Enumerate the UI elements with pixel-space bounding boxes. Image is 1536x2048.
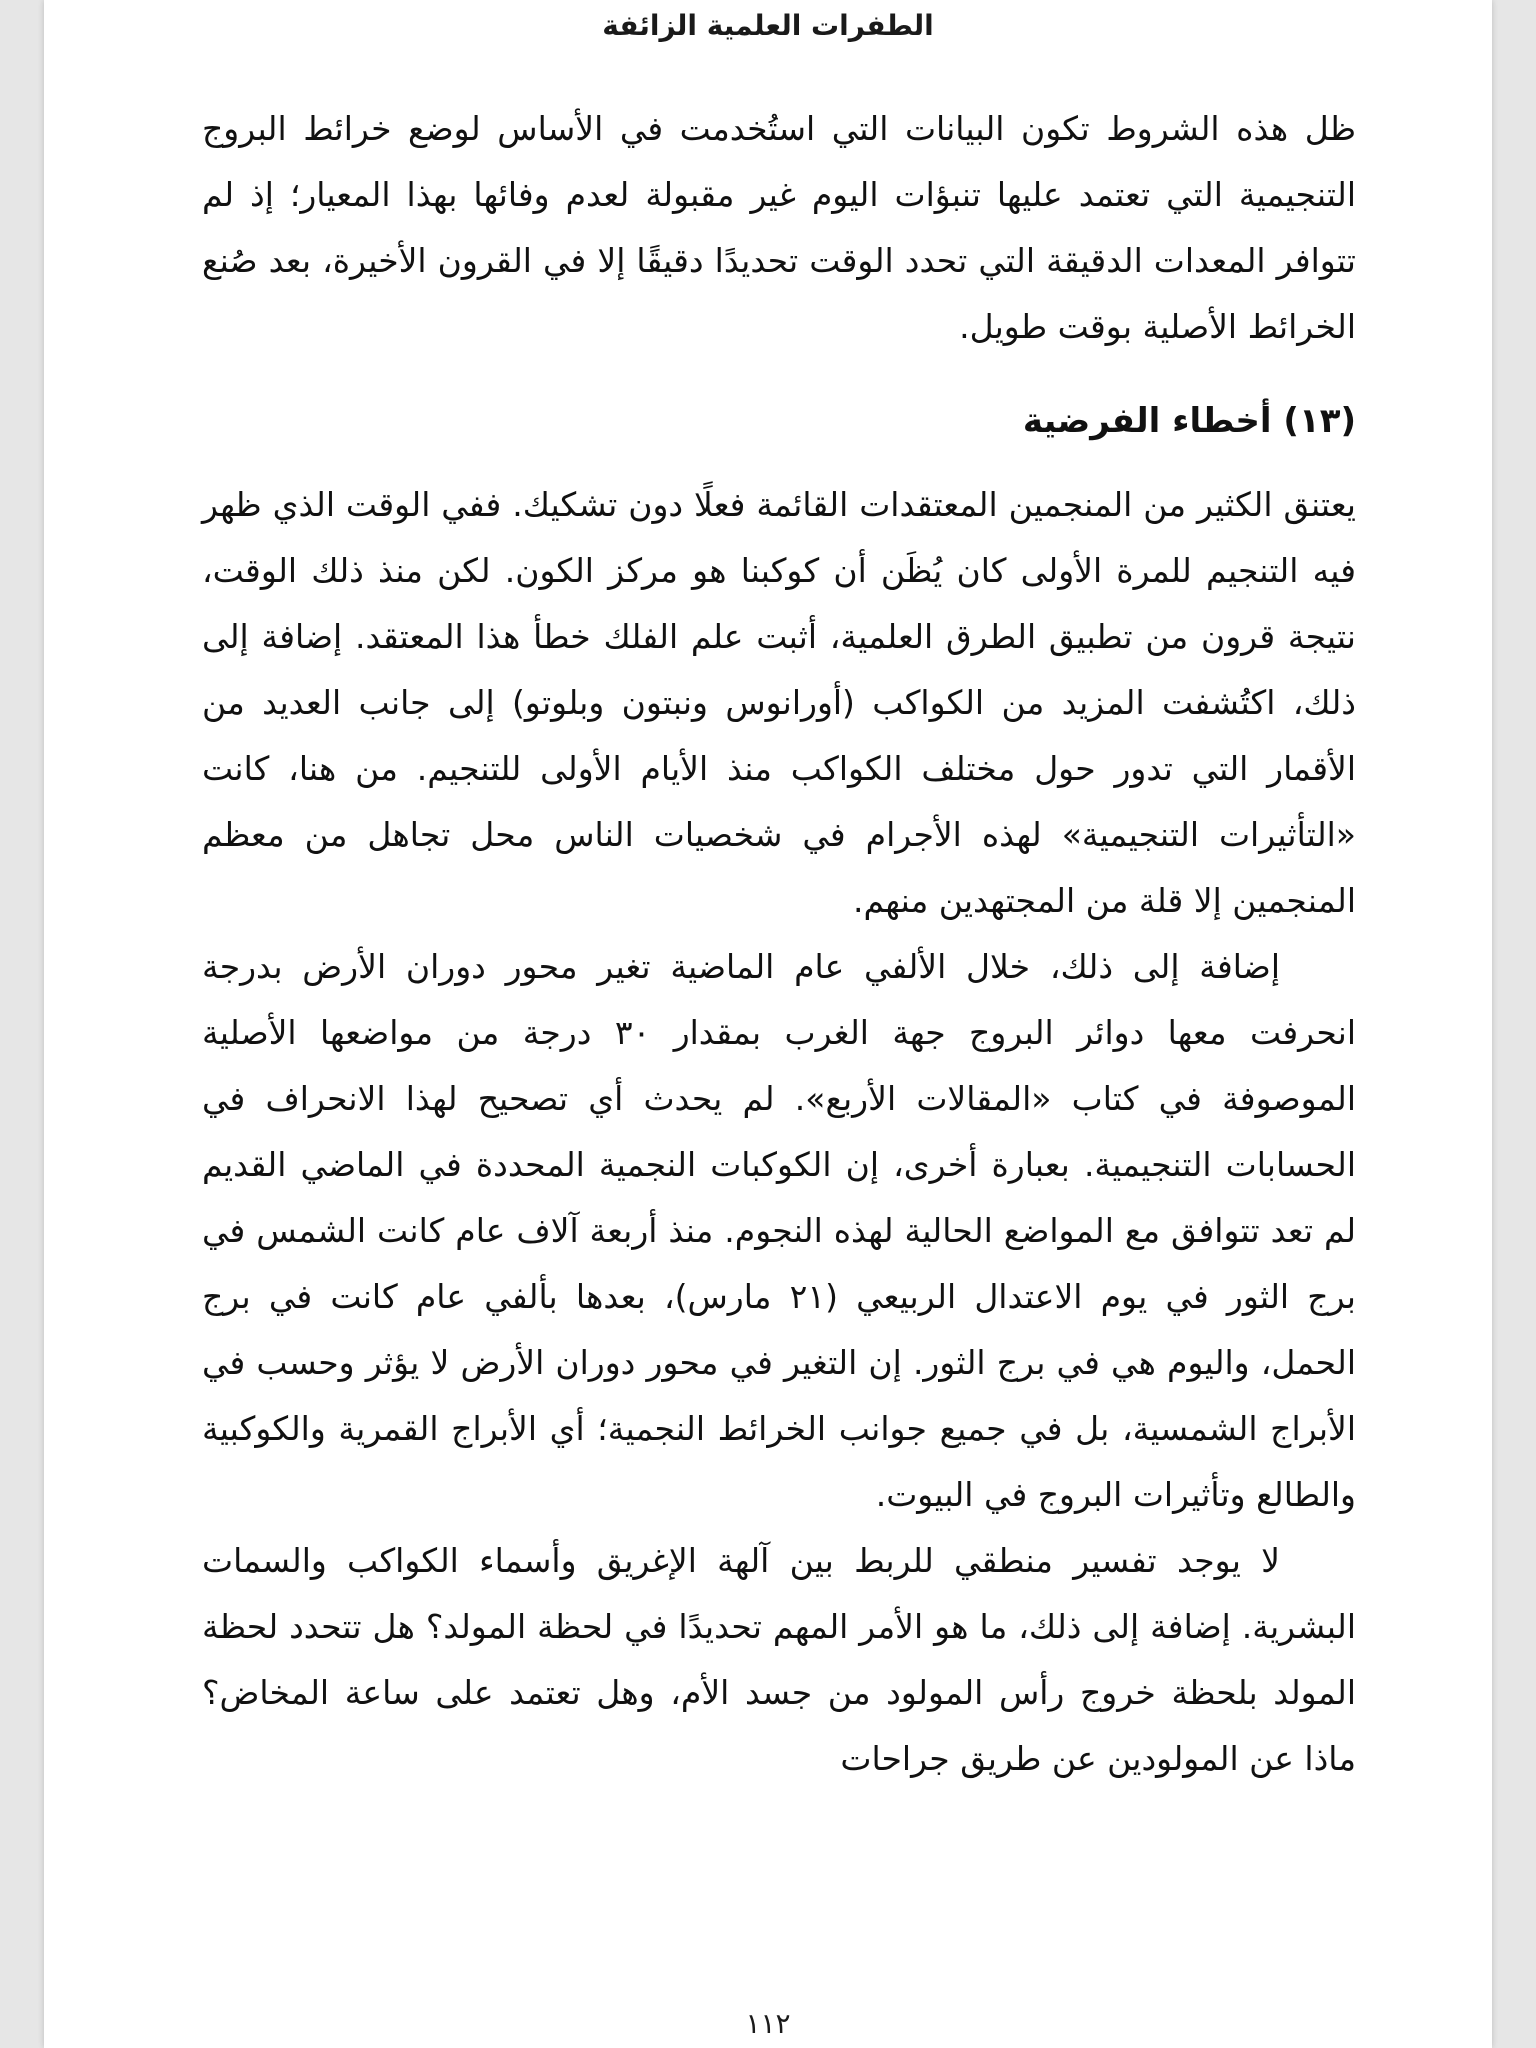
book-page — [44, 0, 1492, 2048]
running-head: الطفرات العلمية الزائفة — [602, 9, 934, 42]
page-body — [202, 96, 1356, 1792]
page-number: ١١٢ — [745, 2007, 791, 2040]
paragraph-1: يعتنق الكثير من المنجمين المعتقدات القائمة فعلًا دون تشكيك. ففي الوقت الذي ظهر فيه التنجيم للمرة الأولى كان يُظَن أن كوكبنا هو مركز الكون. لكن منذ ذلك الوقت، نتيجة قرون من تطبيق الطرق العلمية، أثبت علم الفلك خطأ هذا المعتقد. إضافة إلى ذلك، اكتُشفت المزيد من الكواكب (أورانوس ونبتون وبلوتو) إلى جانب العديد من الأقمار التي تدور حول مختلف الكواكب منذ الأيام الأولى للتنجيم. من هنا، كانت «التأثيرات التنجيمية» لهذه الأجرام في شخصيات الناس محل تجاهل من معظم المنجمين إلا قلة من المجتهدين منهم. — [202, 485, 1356, 920]
section-heading: (١٣) أخطاء الفرضية — [1022, 401, 1356, 441]
paragraph-3: لا يوجد تفسير منطقي للربط بين آلهة الإغريق وأسماء الكواكب والسمات البشرية. إضافة إلى ذلك، ما هو الأمر المهم تحديدًا في لحظة المولد؟ هل تتحدد لحظة المولد بلحظة خروج رأس المولود من جسد الأم، وهل تعتمد على ساعة المخاض؟ ماذا عن المولودين عن طريق جراحات — [202, 1541, 1356, 1778]
paragraph-2: إضافة إلى ذلك، خلال الألفي عام الماضية تغير محور دوران الأرض بدرجة انحرفت معها دوائر البروج جهة الغرب بمقدار ٣٠ درجة من مواضعها الأصلية الموصوفة في كتاب «المقالات الأربع». لم يحدث أي تصحيح لهذا الانحراف في الحسابات التنجيمية. بعبارة أخرى، إن الكوكبات النجمية المحددة في الماضي القديم لم تعد تتوافق مع المواضع الحالية لهذه النجوم. منذ أربعة آلاف عام كانت الشمس في برج الثور في يوم الاعتدال الربيعي (٢١ مارس)، بعدها بألفي عام كانت في برج الحمل، واليوم هي في برج الثور. إن التغير في محور دوران الأرض لا يؤثر وحسب في الأبراج الشمسية، بل في جميع جوانب الخرائط النجمية؛ أي الأبراج القمرية والكوكبية والطالع وتأثيرات البروج في البيوت. — [202, 947, 1356, 1514]
paragraph-continued: ظل هذه الشروط تكون البيانات التي استُخدمت في الأساس لوضع خرائط البروج التنجيمية التي تعتمد عليها تنبؤات اليوم غير مقبولة لعدم وفائها بهذا المعيار؛ إذ لم تتوافر المعدات الدقيقة التي تحدد الوقت تحديدًا دقيقًا إلا في القرون الأخيرة، بعد صُنع الخرائط الأصلية بوقت طويل. — [202, 109, 1356, 346]
